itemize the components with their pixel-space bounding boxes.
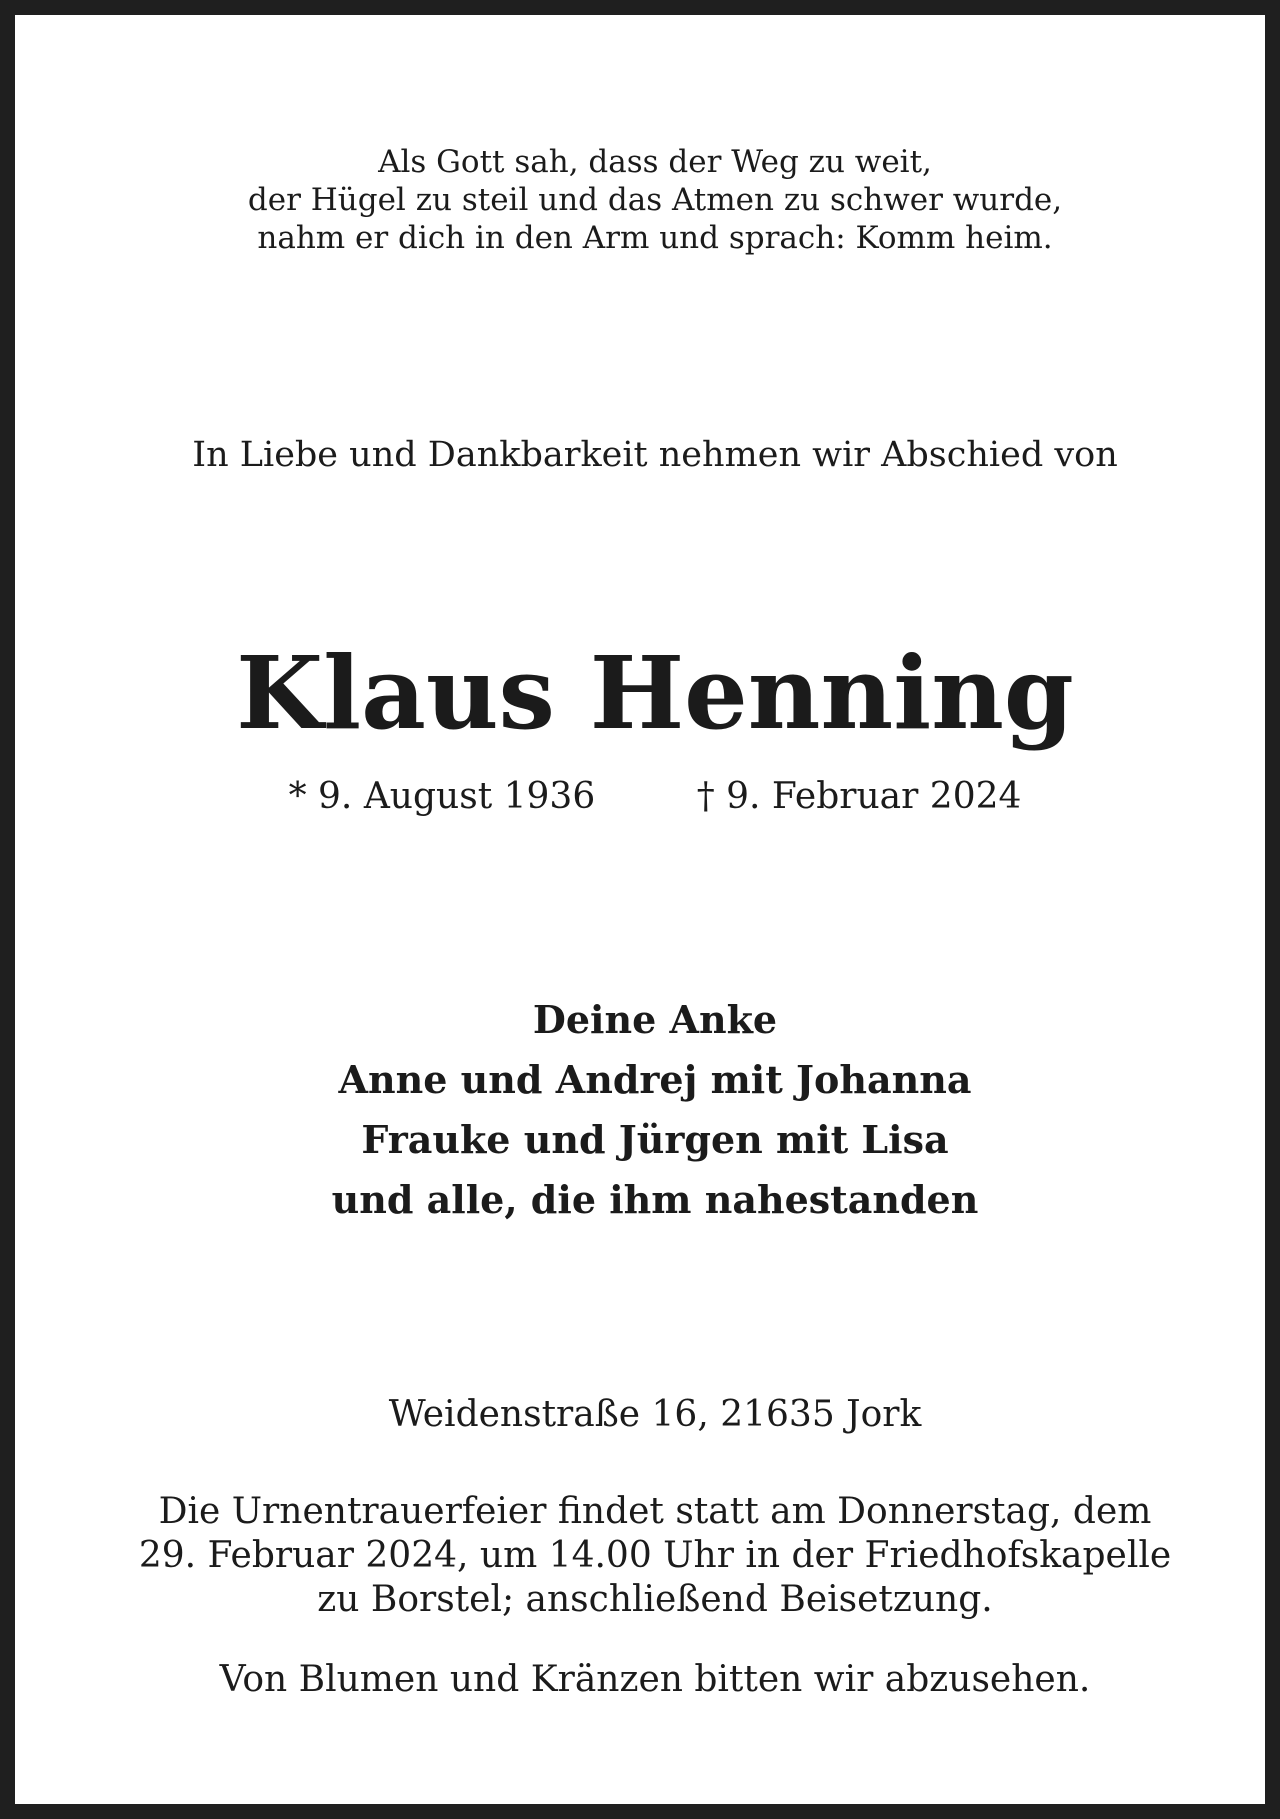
ceremony-info [30, 1490, 1280, 1622]
verse-line: Als Gott sah, dass der Weg zu weit, [378, 144, 932, 180]
deceased-name: Klaus Henning [236, 634, 1074, 752]
mourner: Deine Anke [532, 997, 778, 1042]
flowers-note: Von Blumen und Kränzen bitten wir abzusehen. [219, 1659, 1091, 1700]
mourner: und alle, die ihm nahestanden [331, 1177, 979, 1222]
birth-date: * 9. August 1936 [288, 776, 596, 817]
mourner: Anne und Andrej mit Johanna [338, 1057, 972, 1102]
verse-line: der Hügel zu steil und das Atmen zu schwer wurde, [247, 182, 1063, 218]
life-dates [30, 775, 1280, 819]
ceremony-line: 29. Februar 2024, um 14.00 Uhr in der Friedhofskapelle [138, 1535, 1172, 1576]
mourners-list [30, 990, 1280, 1230]
farewell-intro: In Liebe und Dankbarkeit nehmen wir Abschied von [192, 435, 1118, 475]
mourner: Frauke und Jürgen mit Lisa [361, 1117, 949, 1162]
ceremony-line: zu Borstel; anschließend Beisetzung. [317, 1579, 993, 1620]
death-date: † 9. Februar 2024 [696, 776, 1022, 817]
address: Weidenstraße 16, 21635 Jork [388, 1394, 922, 1435]
verse [30, 143, 1280, 257]
verse-line: nahm er dich in den Arm und sprach: Komm heim. [257, 220, 1053, 256]
ceremony-line: Die Urnentrauerfeier findet statt am Donnerstag, dem [158, 1491, 1152, 1532]
